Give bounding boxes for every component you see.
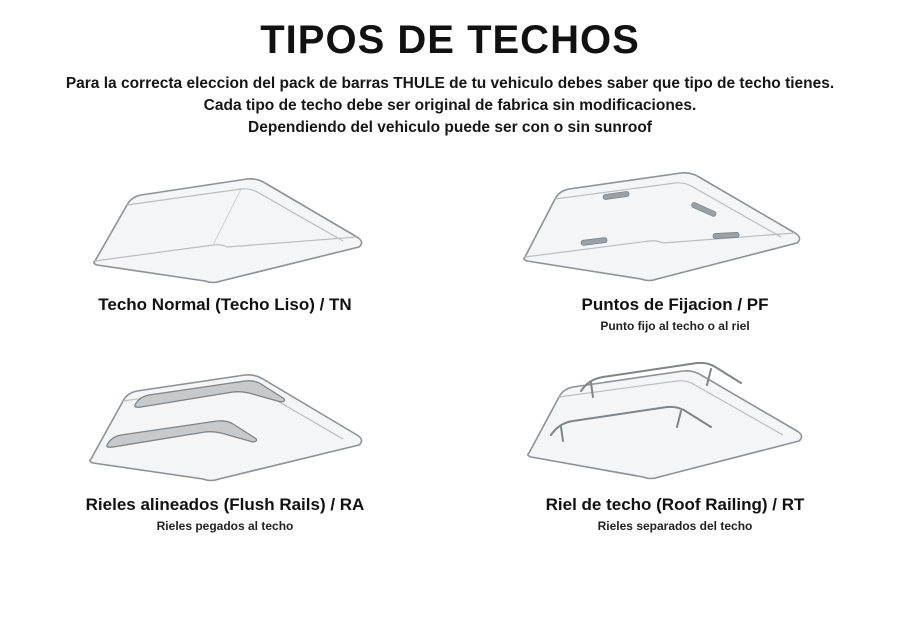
roof-type-grid [0, 153, 900, 553]
intro-line-3: Dependiendo del vehiculo puede ser con o sin sunroof [248, 119, 652, 136]
roof-type-caption-rt: Riel de techo (Roof Railing) / RT [545, 495, 805, 514]
roof-type-caption-ra: Rieles alineados (Flush Rails) / RA [85, 495, 365, 514]
roof-type-caption-pf: Puntos de Fijacion / PF [581, 295, 769, 314]
roof-type-subcaption-rt: Rieles separados del techo [597, 519, 753, 533]
page-title: TIPOS DE TECHOS [260, 18, 640, 62]
roof-type-card-tn[interactable] [0, 153, 450, 353]
car-roof-flush-rails-icon [35, 353, 415, 493]
roof-type-card-ra[interactable] [0, 353, 450, 553]
car-roof-railing-icon [485, 353, 865, 493]
intro-text [0, 73, 900, 139]
roof-type-subcaption-ra: Rieles pegados al techo [156, 519, 294, 533]
roof-type-subcaption-pf: Punto fijo al techo o al riel [600, 319, 750, 333]
roof-type-caption-tn: Techo Normal (Techo Liso) / TN [98, 295, 352, 314]
poster-root [0, 18, 900, 618]
roof-type-card-pf[interactable] [450, 153, 900, 353]
intro-line-1: Para la correcta eleccion del pack de barras THULE de tu vehiculo debes saber que tipo de techo tienes. [65, 75, 835, 92]
car-roof-plain-icon [35, 153, 415, 293]
car-roof-fixpoints-icon [485, 153, 865, 293]
intro-line-2: Cada tipo de techo debe ser original de fabrica sin modificaciones. [203, 97, 697, 114]
roof-type-card-rt[interactable] [450, 353, 900, 553]
